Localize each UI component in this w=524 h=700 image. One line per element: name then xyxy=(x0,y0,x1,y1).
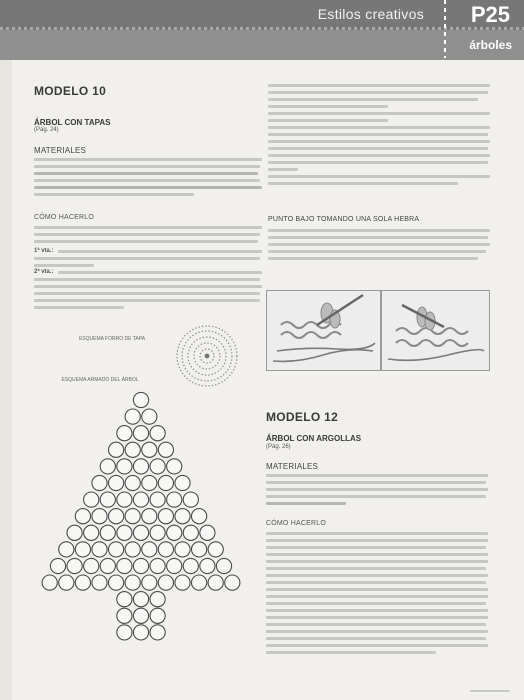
tree-ring xyxy=(100,459,115,474)
tree-ring xyxy=(158,442,173,457)
tree-ring xyxy=(142,442,157,457)
tree-ring xyxy=(175,475,190,490)
tree-ring xyxy=(117,608,132,623)
tree-ring xyxy=(142,475,157,490)
tree-ring xyxy=(133,592,148,607)
tree-ring xyxy=(92,509,107,524)
tree-ring xyxy=(109,475,124,490)
tree-ring xyxy=(133,608,148,623)
tree-ring xyxy=(117,558,132,573)
tree-ring xyxy=(100,558,115,573)
tree-ring xyxy=(125,542,140,557)
tree-ring xyxy=(167,558,182,573)
tree-ring xyxy=(167,492,182,507)
tree-ring xyxy=(125,575,140,590)
model10-title: MODELO 10 xyxy=(34,84,107,98)
tree-ring xyxy=(117,426,132,441)
tree-ring xyxy=(150,459,165,474)
tree-ring xyxy=(50,558,65,573)
model10-howto-heading: CÓMO HACERLO xyxy=(34,214,94,221)
tree-ring xyxy=(133,459,148,474)
tree-ring xyxy=(125,475,140,490)
tree-ring xyxy=(192,542,207,557)
tree-ring xyxy=(109,542,124,557)
tree-ring xyxy=(216,558,231,573)
tree-ring xyxy=(100,525,115,540)
tree-ring xyxy=(175,575,190,590)
tree-ring xyxy=(183,558,198,573)
tree-ring xyxy=(67,558,82,573)
tree-ring xyxy=(75,509,90,524)
tree-ring xyxy=(84,558,99,573)
tree-ring xyxy=(117,625,132,640)
tree-ring xyxy=(109,575,124,590)
model10-row2-label: 2ª vta.: xyxy=(34,269,54,275)
tree-ring xyxy=(133,625,148,640)
tree-ring xyxy=(117,459,132,474)
tree-ring xyxy=(125,409,140,424)
tree-ring xyxy=(208,542,223,557)
tree-ring xyxy=(150,492,165,507)
tree-ring xyxy=(150,426,165,441)
tree-ring xyxy=(158,509,173,524)
tree-assembly-diagram xyxy=(20,388,270,688)
tree-ring xyxy=(125,509,140,524)
crochet-hook-illustration-1 xyxy=(267,291,380,370)
model12-materials-heading: MATERIALES xyxy=(266,462,319,471)
tree-ring xyxy=(133,392,148,407)
tree-ring xyxy=(192,509,207,524)
model10-subtitle: ÁRBOL CON TAPAS xyxy=(34,118,111,127)
tree-ring xyxy=(92,542,107,557)
tree-ring xyxy=(92,475,107,490)
model10-materials-heading: MATERIALES xyxy=(34,146,87,155)
tree-ring xyxy=(150,608,165,623)
tree-ring xyxy=(75,575,90,590)
page-number: P25 xyxy=(470,2,510,27)
tree-ring xyxy=(67,525,82,540)
tree-ring xyxy=(109,442,124,457)
model12-title: MODELO 12 xyxy=(266,410,339,424)
footer-mark xyxy=(470,690,510,692)
tree-ring xyxy=(117,525,132,540)
tree-diagram-caption: ESQUEMA ARMADO DEL ÁRBOL xyxy=(61,377,139,383)
tree-ring xyxy=(142,575,157,590)
tree-ring xyxy=(84,492,99,507)
tree-ring xyxy=(167,459,182,474)
cover-lining-diagram xyxy=(175,324,239,388)
tree-ring xyxy=(183,492,198,507)
tree-ring xyxy=(200,558,215,573)
tree-ring xyxy=(133,558,148,573)
tree-ring xyxy=(200,525,215,540)
tree-ring xyxy=(150,558,165,573)
header-separator xyxy=(444,0,446,58)
tree-ring xyxy=(158,542,173,557)
tree-ring xyxy=(192,575,207,590)
tree-ring xyxy=(208,575,223,590)
tree-ring xyxy=(150,625,165,640)
tree-ring xyxy=(117,492,132,507)
tree-ring xyxy=(158,475,173,490)
tree-ring xyxy=(175,542,190,557)
tree-ring xyxy=(133,426,148,441)
tree-ring xyxy=(158,575,173,590)
tree-ring xyxy=(84,525,99,540)
tree-ring xyxy=(42,575,57,590)
tree-ring xyxy=(225,575,240,590)
tree-ring xyxy=(133,525,148,540)
tree-ring xyxy=(125,442,140,457)
tree-ring xyxy=(175,509,190,524)
model12-subtitle: ÁRBOL CON ARGOLLAS xyxy=(266,434,362,443)
section-title: Estilos creativos xyxy=(317,6,424,22)
subsection-title: árboles xyxy=(469,38,512,52)
tree-ring xyxy=(142,409,157,424)
tree-ring xyxy=(142,509,157,524)
tree-ring xyxy=(183,525,198,540)
cover-diagram-caption: ESQUEMA FORRO DE TAPA xyxy=(78,336,146,342)
tree-ring xyxy=(59,575,74,590)
model10-page-ref: (Pág. 24) xyxy=(34,127,59,133)
crochet-hook-illustration-2 xyxy=(382,291,489,370)
stitch-photo-1 xyxy=(266,290,381,371)
stitch-photo-2 xyxy=(381,290,490,371)
model12-page-ref: (Pág. 26) xyxy=(266,444,291,450)
page-gutter xyxy=(0,0,12,700)
tree-ring xyxy=(75,542,90,557)
tree-ring xyxy=(59,542,74,557)
stitch-heading: PUNTO BAJO TOMANDO UNA SOLA HEBRA xyxy=(268,216,420,223)
tree-ring xyxy=(150,525,165,540)
model12-howto-heading: CÓMO HACERLO xyxy=(266,520,326,527)
tree-ring xyxy=(109,509,124,524)
tree-ring xyxy=(133,492,148,507)
tree-ring xyxy=(167,525,182,540)
tree-ring xyxy=(92,575,107,590)
tree-ring xyxy=(117,592,132,607)
tree-ring xyxy=(142,542,157,557)
tree-ring xyxy=(100,492,115,507)
tree-ring xyxy=(150,592,165,607)
model10-row1-label: 1ª vta.: xyxy=(34,248,54,254)
